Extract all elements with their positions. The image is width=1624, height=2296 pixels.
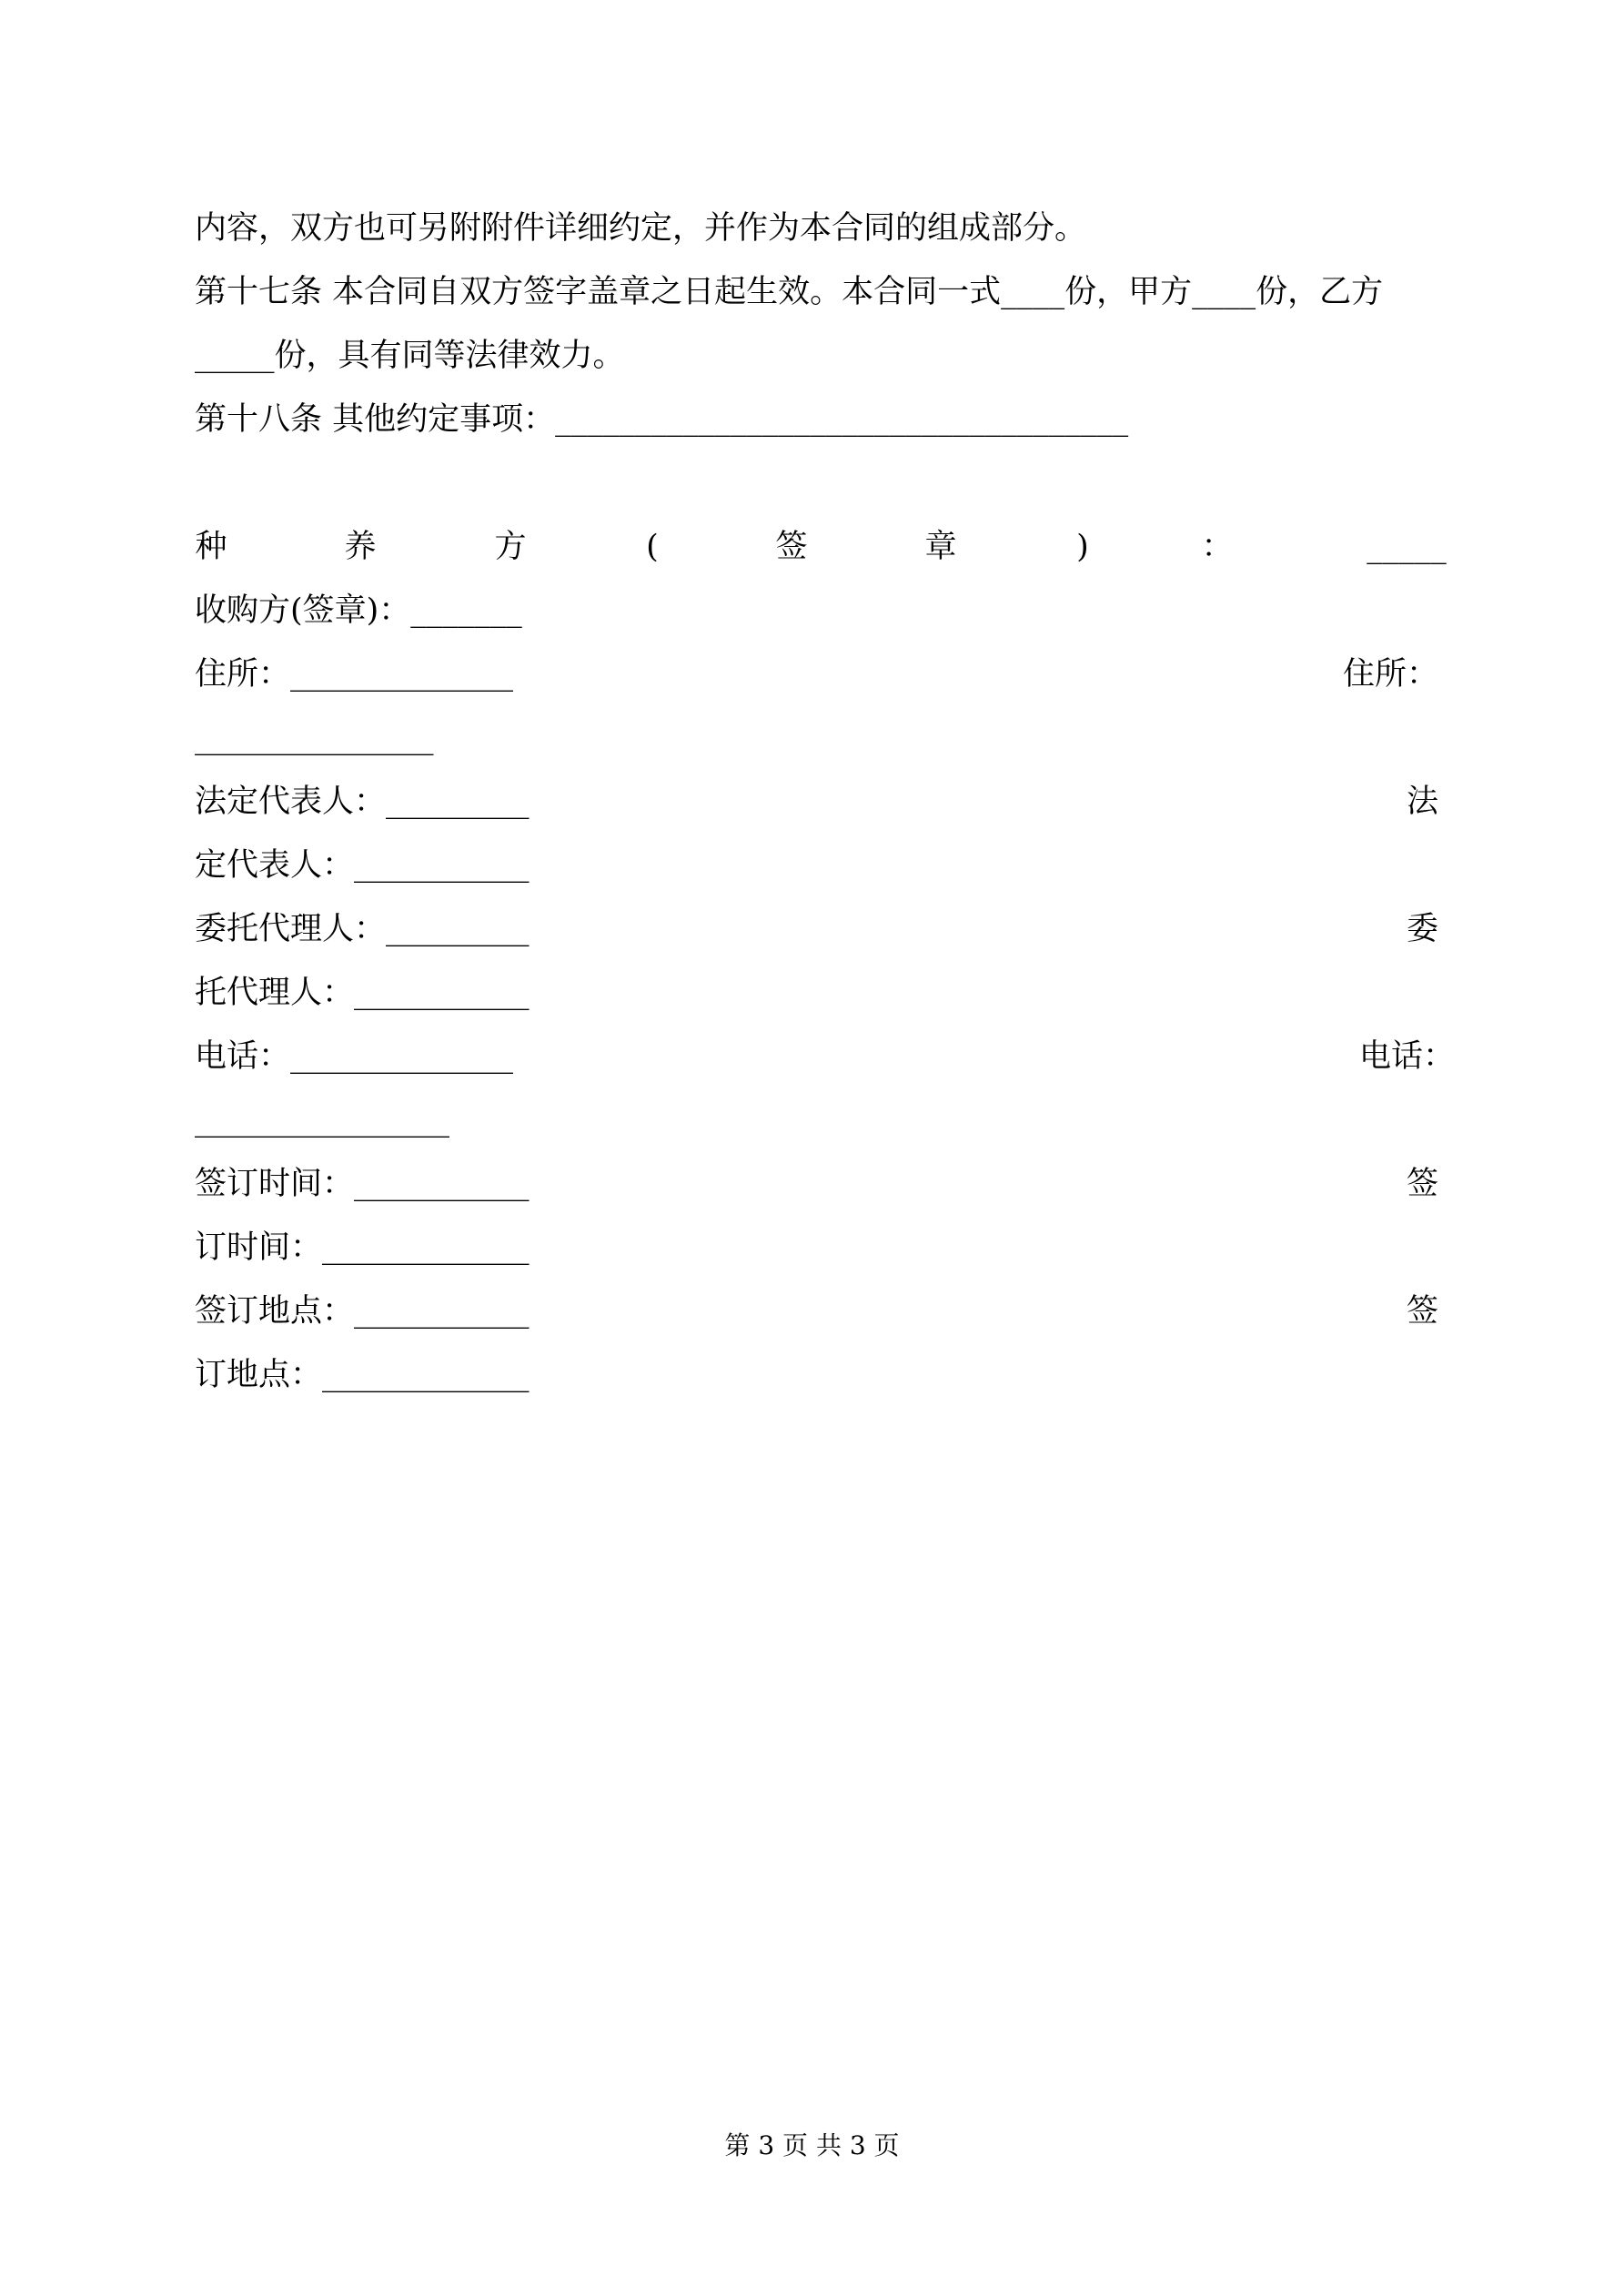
party-char: ( [646, 529, 659, 565]
sign-place-right-start: 签 [1406, 1293, 1438, 1330]
address-right-blank: _______________ [195, 720, 434, 756]
sign-place-right-end: 订地点：_____________ [195, 1357, 530, 1393]
sign-time-right-start: 签 [1406, 1166, 1438, 1202]
agent-left: 委托代理人：_________ [195, 911, 530, 947]
article-17-continuation: _____份，具有同等法律效力。 [195, 338, 625, 374]
legal-rep-right-end: 定代表人：___________ [195, 847, 530, 884]
legal-rep-left: 法定代表人：_________ [195, 784, 530, 820]
address-left: 住所：______________ [195, 656, 514, 693]
party-char: 种 [195, 529, 227, 565]
party-char: 签 [775, 529, 808, 565]
article-18: 第十八条 其他约定事项：____________________________________ [195, 401, 1129, 438]
page-footer: 第 3 页 共 3 页 [724, 2130, 900, 2160]
legal-rep-right-start: 法 [1406, 784, 1438, 820]
sign-time-right-end: 订时间：_____________ [195, 1229, 530, 1266]
phone-right-blank: ________________ [195, 1102, 449, 1138]
party-char: 养 [344, 529, 377, 565]
article-17: 第十七条 本合同自双方签字盖章之日起生效。本合同一式____份，甲方____份，乙方 [195, 274, 1384, 310]
phone-left: 电话：______________ [195, 1038, 514, 1075]
party-blank: _____ [1367, 529, 1447, 565]
agent-right-end: 托代理人：___________ [195, 975, 530, 1011]
party-char: 章 [924, 529, 957, 565]
sign-time-left: 签订时间：___________ [195, 1166, 530, 1202]
buyer-signature: 收购方(签章)：_______ [195, 592, 522, 629]
address-right: 住所： [1342, 656, 1438, 693]
party-char: ： [1201, 529, 1234, 565]
sign-place-left: 签订地点：___________ [195, 1293, 530, 1330]
party-char: 方 [494, 529, 527, 565]
party-char: ) [1076, 529, 1089, 565]
paragraph-continuation: 内容，双方也可另附附件详细约定，并作为本合同的组成部分。 [195, 210, 1087, 247]
agent-right-start: 委 [1406, 911, 1438, 947]
phone-right: 电话： [1358, 1038, 1455, 1075]
